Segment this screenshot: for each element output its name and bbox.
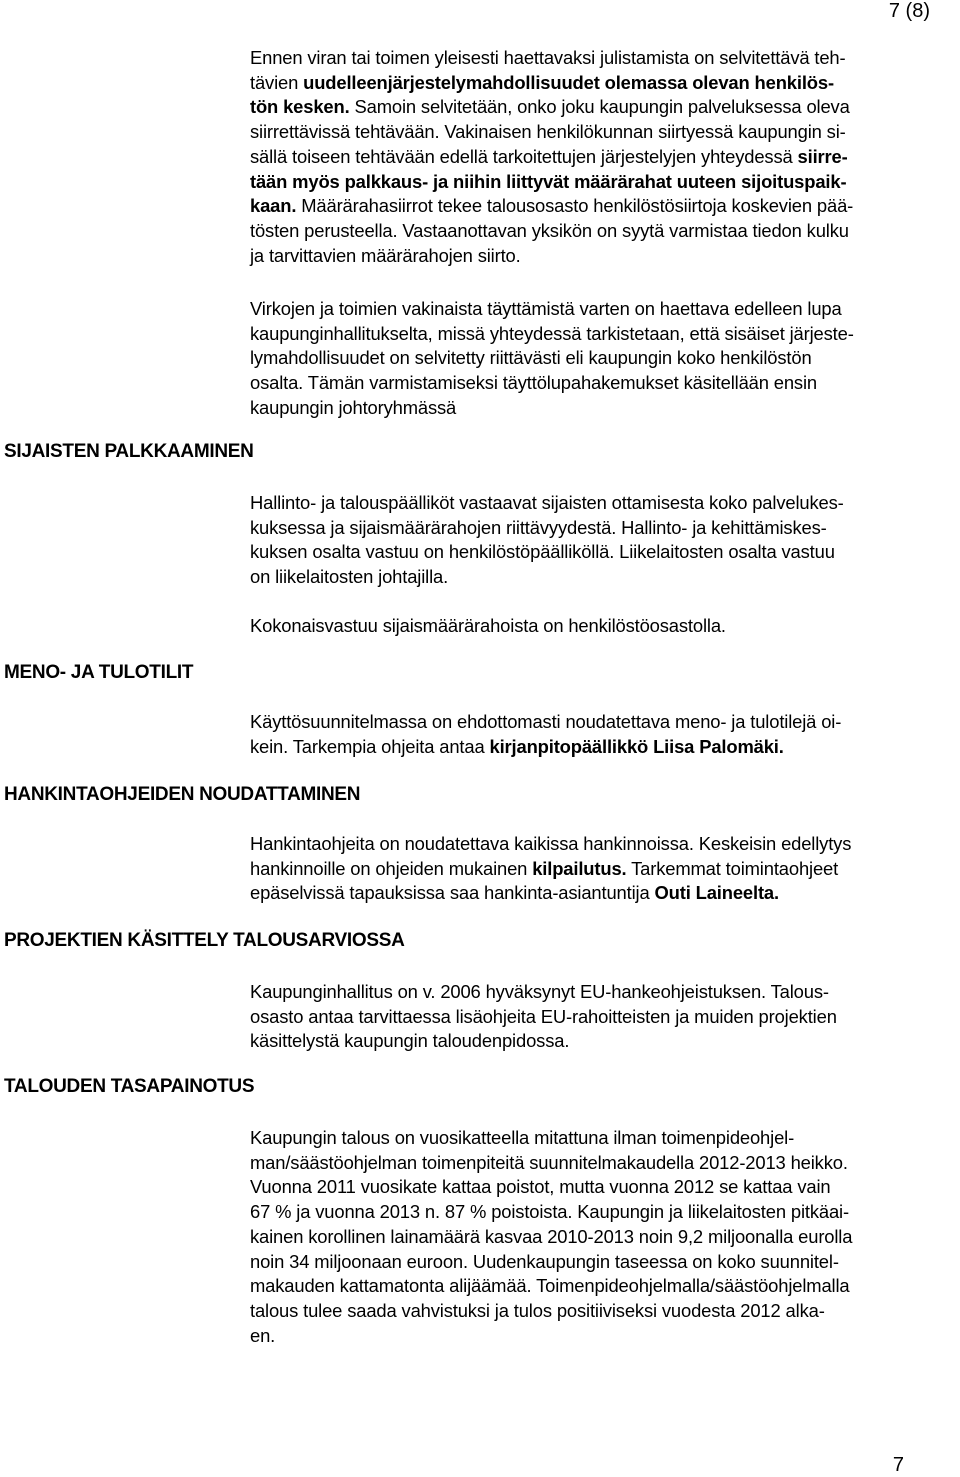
text-line [250,95,960,120]
bold-text-run: siirre- [797,145,848,167]
text-run: osasto antaa tarvittaessa lisäohjeita EU-rahoitteisten ja muiden projektien [250,1005,837,1027]
text-run: Samoin selvitetään, onko joku kaupungin palveluksessa oleva [349,96,850,118]
text-line [250,145,960,170]
paragraph-hankintaohjeet [250,832,960,906]
text-run: makauden kattamatonta alijäämää. Toimenpideohjelmalla/säästöohjelmalla [250,1275,850,1297]
bold-text-run: tään myös palkkaus- ja niihin liittyvät määrärahat uuteen sijoituspaik- [250,170,847,192]
text-run: kaupunginhallitukselta, missä yhteydessä tarkistetaan, että sisäiset järjeste- [250,322,854,344]
text-line [250,1250,960,1275]
text-line [250,614,960,639]
text-run: noin 34 miljoonaan euroon. Uudenkaupungin taseessa on koko suunnitel- [250,1250,839,1272]
text-line [250,980,960,1005]
heading-projektien-kasittely: PROJEKTIEN KÄSITTELY TALOUSARVIOSSA [4,930,405,951]
text-run: epäselvissä tapauksissa saa hankinta-asiantuntija [250,882,655,904]
text-line [250,1274,960,1299]
text-run: man/säästöohjelman toimenpiteitä suunnitelmakaudella 2012-2013 heikko. [250,1151,848,1173]
text-line [250,244,960,269]
text-line [250,346,960,371]
text-line [250,371,960,396]
bold-text-run: tön kesken. [250,96,350,118]
text-run: talous tulee saada vahvistuksi ja tulos positiiviseksi vuodesta 2012 alka- [250,1299,825,1321]
text-run: tösten perusteella. Vastaanottavan yksikön on syytä varmistaa tiedon kulku [250,219,849,241]
text-run: siirrettävissä tehtävään. Vakinaisen henkilökunnan siirtyessä kaupungin si- [250,121,846,143]
bold-text-run: kirjanpitopäällikkö Liisa Palomäki. [489,735,784,757]
text-line [250,71,960,96]
text-line [250,1225,960,1250]
text-line [250,1324,960,1349]
text-run: lymahdollisuudet on selvitetty riittävästi eli kaupungin koko henkilöstön [250,347,812,369]
text-run: Vuonna 2011 vuosikate kattaa poistot, mutta vuonna 2012 se kattaa vain [250,1176,831,1198]
text-line [250,1200,960,1225]
text-run: 67 % ja vuonna 2013 n. 87 % poistoista. Kaupungin ja liikelaitosten pitkäai- [250,1201,849,1223]
text-run: en. [250,1324,276,1346]
heading-talouden-tasapainotus: TALOUDEN TASAPAINOTUS [4,1076,255,1097]
text-line [250,1151,960,1176]
text-run: tävien [250,71,304,93]
heading-meno-ja-tulotilit: MENO- JA TULOTILIT [4,662,194,683]
text-line [250,46,960,71]
text-run: Kaupunginhallitus on v. 2006 hyväksynyt EU-hankeohjeistuksen. Talous- [250,981,829,1002]
text-line [250,857,960,882]
text-run: hankinnoille on ohjeiden mukainen [250,857,533,879]
text-run: Virkojen ja toimien vakinaista täyttämistä varten on haettava edelleen lupa [250,298,842,319]
text-line [250,1175,960,1200]
text-line [250,710,960,735]
text-run: osalta. Tämän varmistamiseksi täyttölupahakemukset käsitellään ensin [250,372,817,394]
text-line [250,1126,960,1151]
paragraph-talouden-tasapainotus [250,1126,960,1348]
text-run: Määrärahasiirrot tekee talousosasto henkilöstösiirtoja koskevien pää- [296,195,854,217]
bold-text-run: kaan. [250,195,297,217]
text-line [250,881,960,906]
text-line [250,170,960,195]
text-line [250,1029,960,1054]
text-run: kuksen osalta vastuu on henkilöstöpäälliköllä. Liikelaitosten osalta vastuu [250,541,835,563]
text-line [250,219,960,244]
text-run: ja tarvittavien määrärahojen siirto. [250,244,521,266]
bold-text-run: Outi Laineelta. [654,882,779,904]
text-line [250,832,960,857]
paragraph-viran-taytto [250,46,960,268]
text-line [250,396,960,421]
text-run: Hallinto- ja talouspäälliköt vastaavat sijaisten ottamisesta koko palvelukes- [250,492,844,513]
paragraph-kokonaisvastuu [250,614,960,639]
text-line [250,297,960,322]
text-run: on liikelaitosten johtajilla. [250,566,449,588]
heading-hankintaohjeiden-noudattaminen: HANKINTAOHJEIDEN NOUDATTAMINEN [4,784,361,805]
text-line [250,491,960,516]
text-line [250,1299,960,1324]
text-run: Ennen viran tai toimen yleisesti haettavaksi julistamista on selvitettävä teh- [250,47,846,68]
text-line [250,322,960,347]
page-number-footer: 7 [892,1454,904,1476]
text-run: kein. Tarkempia ohjeita antaa [250,735,490,757]
text-run: Tarkemmat toimintaohjeet [626,857,839,879]
text-run: Käyttösuunnitelmassa on ehdottomasti noudatettava meno- ja tulotilejä oi- [250,711,842,732]
bold-text-run: kilpailutus. [532,857,627,879]
paragraph-eu-hankeohjeistus [250,980,960,1054]
text-line [250,516,960,541]
paragraph-vakinainen-taytto [250,297,960,421]
text-run: kuksessa ja sijaismäärärahojen riittävyydestä. Hallinto- ja kehittämiskes- [250,516,827,538]
text-line [250,735,960,760]
text-run: kaupungin johtoryhmässä [250,396,457,418]
bold-text-run: uudelleenjärjestelymahdollisuudet olemassa olevan henkilös- [303,71,834,93]
text-run: kainen korollinen lainamäärä kasvaa 2010-2013 noin 9,2 miljoonalla eurolla [250,1225,853,1247]
heading-sijaisten-palkkaaminen: SIJAISTEN PALKKAAMINEN [4,441,254,462]
text-line [250,194,960,219]
text-line [250,540,960,565]
text-line [250,1005,960,1030]
text-run: sällä toiseen tehtävään edellä tarkoitettujen järjestelyjen yhteydessä [250,145,798,167]
paragraph-sijaisvastuu [250,491,960,590]
page-number-header: 7 (8) [888,0,930,22]
text-line [250,565,960,590]
paragraph-meno-tulotilit [250,710,960,759]
text-run: Hankintaohjeita on noudatettava kaikissa hankinnoissa. Keskeisin edellytys [250,833,852,854]
text-run: käsittelystä kaupungin taloudenpidossa. [250,1030,570,1052]
text-line [250,120,960,145]
text-run: Kaupungin talous on vuosikatteella mitattuna ilman toimenpideohjel- [250,1127,795,1148]
text-run: Kokonaisvastuu sijaismäärärahoista on henkilöstöosastolla. [250,615,726,636]
